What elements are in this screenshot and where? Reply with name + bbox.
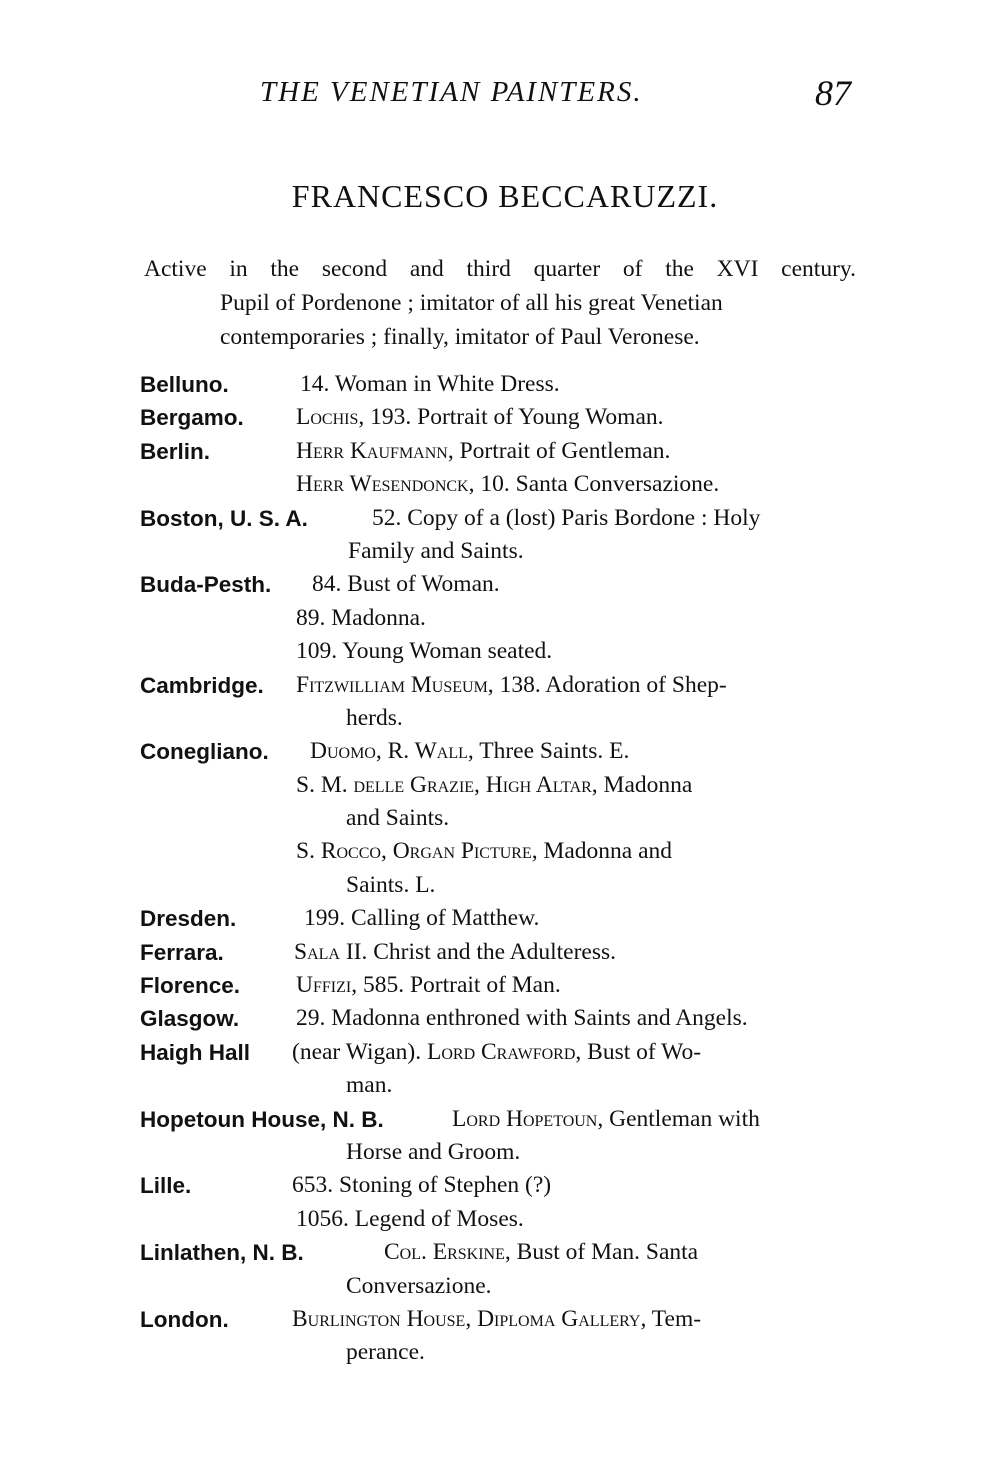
work-text: [384, 1236, 698, 1269]
entry-linlathen-cont: [140, 1270, 856, 1303]
collection-name: Lord Crawford,: [427, 1038, 582, 1065]
work-text: 29. Madonna enthroned with Saints and Angels.: [296, 1005, 748, 1032]
work-text: 52. Copy of a (lost) Paris Bordone : Holy: [372, 504, 761, 531]
collection-name: Sala: [294, 938, 340, 965]
work-title: Tem-: [646, 1305, 702, 1332]
work-text: [296, 401, 664, 434]
entry-belluno: [140, 368, 856, 401]
entry-hopetoun-house: [140, 1103, 856, 1136]
entry-conegliano-cont: [140, 835, 856, 868]
city-name: Buda-Pesth.: [140, 572, 272, 598]
city-name: Haigh Hall: [140, 1039, 251, 1065]
work-title: Madonna and: [537, 838, 673, 865]
collection-name: Lord Hopetoun,: [452, 1105, 604, 1132]
work-text: [292, 1303, 701, 1336]
work-text: 14. Woman in White Dress.: [300, 371, 560, 397]
work-text: [296, 435, 670, 468]
entry-haigh-hall: [140, 1036, 856, 1069]
entry-florence: [140, 969, 856, 1002]
entry-berlin-cont: [140, 468, 856, 501]
page-number: 87: [815, 73, 851, 113]
running-head: [0, 73, 1000, 126]
city-name: Lille.: [140, 1173, 192, 1199]
work-text: [292, 1036, 701, 1069]
work-text: [310, 735, 629, 768]
collection-name: Uffizi,: [296, 972, 358, 999]
work-text: Family and Saints.: [348, 537, 524, 564]
work-text: [296, 769, 692, 802]
collection-name: Herr Wesendonck,: [296, 471, 475, 498]
work-title: Madonna: [597, 771, 693, 798]
entry-lille-cont: [140, 1203, 856, 1236]
city-name: Cambridge.: [140, 672, 264, 698]
city-name: Belluno.: [140, 372, 229, 397]
collection-name: Fitzwilliam Museum,: [296, 671, 494, 698]
work-title: 585. Portrait of Man.: [357, 972, 561, 999]
work-text: herds.: [346, 704, 403, 731]
city-name: Hopetoun House, N. B.: [140, 1106, 384, 1132]
work-text: 84. Bust of Woman.: [312, 571, 500, 598]
city-name: Bergamo.: [140, 405, 244, 431]
work-text: Saints. L.: [346, 871, 436, 898]
entry-conegliano: [140, 735, 856, 768]
entry-dresden: [140, 902, 856, 935]
entry-budapesth-cont: [140, 635, 856, 668]
work-text: 199. Calling of Matthew.: [304, 905, 540, 932]
collection-name: Herr Kaufmann,: [296, 437, 454, 464]
collection-name: Duomo, R. Wall,: [310, 738, 474, 765]
entry-london: [140, 1303, 856, 1336]
work-text: Horse and Groom.: [346, 1138, 521, 1165]
bio-line: Active in the second and third quarter of the XVI century.: [144, 256, 856, 282]
work-text: 109. Young Woman seated.: [296, 638, 553, 665]
work-text: perance.: [346, 1339, 425, 1366]
work-text: [294, 936, 616, 969]
city-name: London.: [140, 1306, 229, 1332]
work-title: 193. Portrait of Young Woman.: [364, 404, 664, 431]
work-text: 1056. Legend of Moses.: [296, 1205, 524, 1232]
painter-biography: [144, 252, 856, 354]
work-text: and Saints.: [346, 805, 450, 832]
collection-name: Lochis,: [296, 404, 365, 431]
work-title: 138. Adoration of Shep-: [493, 671, 727, 698]
city-name: Glasgow.: [140, 1006, 240, 1032]
city-name: Conegliano.: [140, 739, 269, 765]
entry-conegliano-cont: [140, 802, 856, 835]
work-title: Gentleman with: [603, 1105, 760, 1132]
entry-bergamo: [140, 401, 856, 434]
work-title: II. Christ and the Adulteress.: [339, 938, 617, 965]
entry-ferrara: [140, 936, 856, 969]
work-title: Portrait of Gentleman.: [453, 437, 671, 464]
entry-cambridge: [140, 669, 856, 702]
entry-cambridge-cont: [140, 702, 856, 735]
bio-line: Pupil of Pordenone ; imitator of all his great Venetian: [220, 290, 723, 316]
city-name: Dresden.: [140, 906, 237, 932]
entry-conegliano-cont: [140, 769, 856, 802]
entry-linlathen: [140, 1236, 856, 1269]
city-name: Florence.: [140, 973, 241, 999]
entry-haigh-hall-cont: [140, 1069, 856, 1102]
entry-conegliano-cont: [140, 869, 856, 902]
collection-name: S. M. delle Grazie, High Altar,: [296, 771, 598, 798]
entry-budapesth: [140, 568, 856, 601]
city-name: Boston, U. S. A.: [140, 505, 308, 531]
work-title: Bust of Wo-: [581, 1038, 702, 1065]
work-text: [296, 969, 561, 1002]
entry-budapesth-cont: [140, 602, 856, 635]
entry-hopetoun-house-cont: [140, 1136, 856, 1169]
work-text: [296, 835, 672, 868]
work-text: [296, 468, 719, 501]
work-title: 10. Santa Conversazione.: [474, 471, 720, 498]
collection-name: Col. Erskine,: [384, 1239, 511, 1266]
work-title: Three Saints. E.: [473, 738, 630, 765]
work-text: [296, 669, 727, 702]
entry-glasgow: [140, 1002, 856, 1035]
entry-london-cont: [140, 1336, 856, 1369]
city-name: Ferrara.: [140, 939, 224, 965]
work-text: 89. Madonna.: [296, 604, 426, 631]
entry-boston: [140, 502, 856, 535]
work-text: man.: [346, 1072, 393, 1099]
location-note: (near Wigan).: [292, 1038, 427, 1065]
city-name: Linlathen, N. B.: [140, 1240, 304, 1266]
running-title: THE VENETIAN PAINTERS.: [260, 76, 643, 108]
work-text: 653. Stoning of Stephen (?): [292, 1172, 552, 1199]
works-list: [140, 368, 856, 1370]
collection-name: Burlington House, Diploma Gallery,: [292, 1305, 647, 1332]
entry-berlin: [140, 435, 856, 468]
city-name: Berlin.: [140, 438, 211, 464]
work-title: Bust of Man. Santa: [510, 1239, 699, 1266]
collection-name: S. Rocco, Organ Picture,: [296, 838, 538, 865]
entry-lille: [140, 1169, 856, 1202]
bio-line: contemporaries ; finally, imitator of Paul Veronese.: [220, 324, 700, 350]
work-text: Conversazione.: [346, 1272, 492, 1299]
painter-heading: FRANCESCO BECCARUZZI.: [291, 178, 719, 214]
entry-boston-cont: [140, 535, 856, 568]
work-text: [452, 1103, 760, 1136]
